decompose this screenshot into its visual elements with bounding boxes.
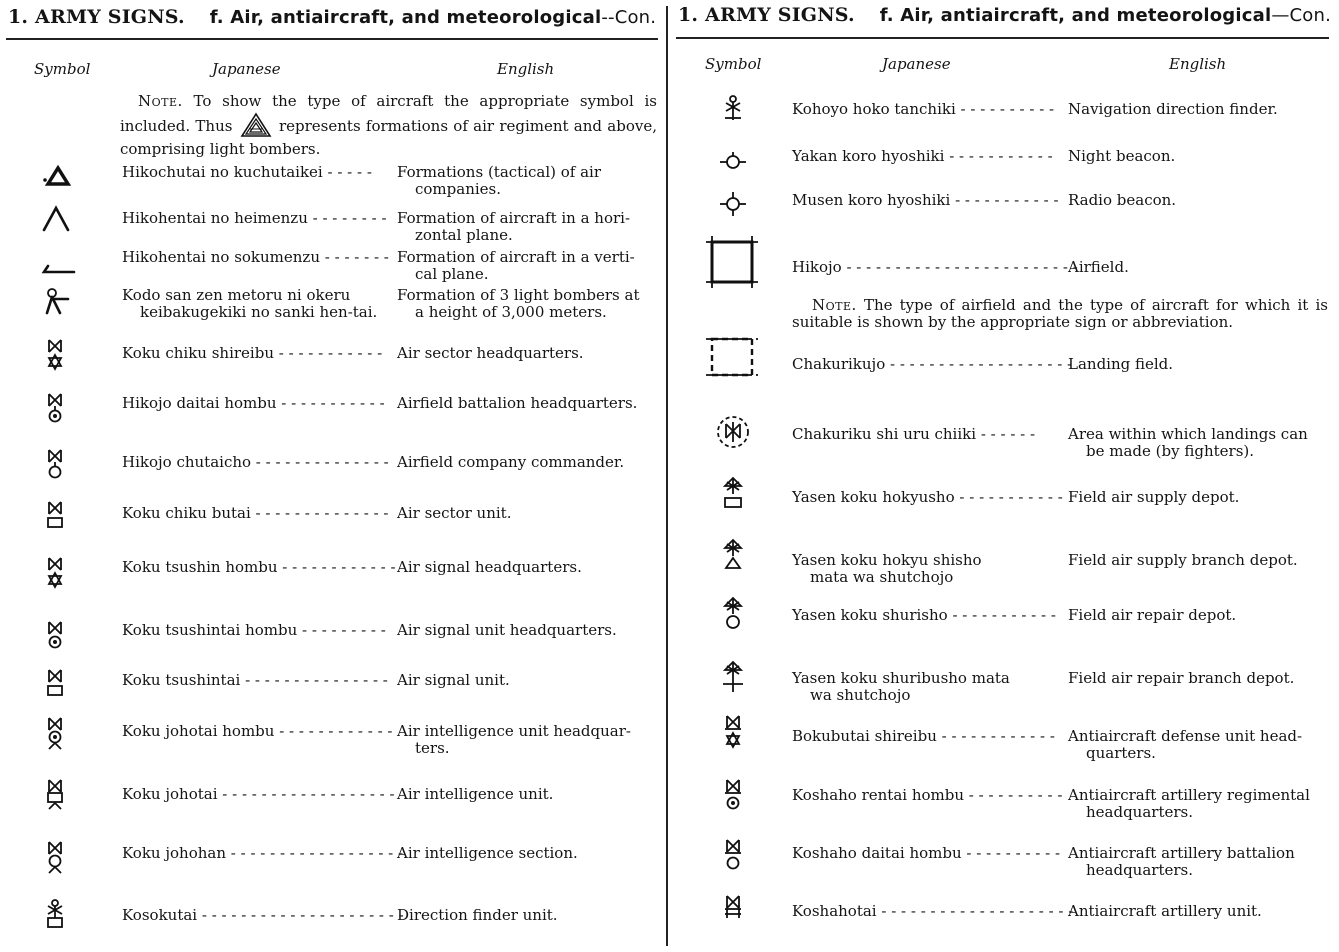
japanese-term: [122, 844, 404, 862]
japanese-text: Yakan koro hyoshiki: [792, 147, 945, 165]
english-text-continued: headquarters.: [1086, 861, 1193, 879]
dot-leader: - - - - - - - - - - - - - - - - - - - - - - - -: [841, 258, 1078, 276]
radio-beacon-icon: [708, 184, 758, 224]
column-divider: [666, 6, 668, 946]
note-lead-right: Note.: [812, 296, 857, 314]
english-text: Airfield company commander.: [397, 453, 625, 471]
english-text-continued: headquarters.: [1086, 803, 1193, 821]
english-text: Formations (tactical) of air: [397, 163, 602, 181]
column-heading-english-right: English: [1169, 55, 1227, 73]
english-meaning: [397, 210, 659, 244]
japanese-text: Koshaho rentai hombu: [792, 786, 965, 804]
japanese-text: Hikohentai no sokumenzu: [122, 248, 320, 266]
left-column: [0, 0, 666, 952]
dashed-square-icon: [708, 335, 758, 375]
propeller-box-icon: [30, 668, 80, 708]
english-meaning: [397, 395, 659, 412]
dot-leader: - - - - - - - - - - - - - -: [251, 453, 389, 471]
english-meaning: [397, 559, 659, 576]
english-text: Antiaircraft defense unit head-: [1068, 727, 1303, 745]
english-text: Air sector unit.: [397, 504, 512, 522]
dot-leader: - - - - - - - - - -: [964, 786, 1063, 804]
english-meaning: [1068, 607, 1330, 624]
english-text: Antiaircraft artillery battalion: [1068, 844, 1295, 862]
japanese-text: Koshaho daitai hombu: [792, 844, 962, 862]
japanese-term: [792, 902, 1074, 920]
english-meaning: [1068, 670, 1330, 687]
right-column: [672, 0, 1339, 952]
beacon-icon: [708, 142, 758, 182]
japanese-term: [122, 453, 389, 471]
house-box-icon: [708, 476, 758, 516]
english-meaning: [397, 454, 659, 471]
japanese-text: Koku chiku butai: [122, 504, 251, 522]
english-text: Field air repair depot.: [1068, 606, 1237, 624]
japanese-term: [792, 552, 1048, 586]
japanese-text: Bokubutai shireibu: [792, 727, 937, 745]
english-text: Air sector headquarters.: [397, 344, 584, 362]
japanese-text: Hikojo chutaicho: [122, 453, 252, 471]
column-heading-symbol-right: Symbol: [705, 55, 762, 73]
japanese-text: Koku johotai: [122, 785, 218, 803]
japanese-term: [122, 558, 396, 576]
japanese-term: [792, 100, 1055, 118]
english-meaning: [1068, 259, 1330, 276]
japanese-text-continued: mata wa shutchojo: [810, 568, 954, 586]
japanese-term: [792, 670, 1048, 704]
house-circle-icon: [708, 596, 758, 636]
japanese-text: Hikojo: [792, 258, 842, 276]
english-meaning: [397, 345, 659, 362]
japanese-text: Koku tsushintai hombu: [122, 621, 298, 639]
english-text: Formation of aircraft in a hori-: [397, 209, 631, 227]
english-meaning: [397, 723, 659, 757]
english-meaning: [397, 164, 659, 198]
dot-leader: - - - - - - - - - - -: [274, 344, 383, 362]
english-text: Direction finder unit.: [397, 906, 558, 924]
english-meaning: [397, 622, 659, 639]
section-title: 1. ARMY SIGNS.: [8, 6, 185, 28]
english-meaning: [1068, 101, 1330, 118]
japanese-term: [122, 785, 395, 803]
english-text-continued: zontal plane.: [415, 226, 513, 244]
english-meaning: [397, 786, 659, 803]
page-header-right: [678, 4, 1331, 26]
propeller-circle-stand-icon: [30, 448, 80, 488]
english-text: Radio beacon.: [1068, 191, 1177, 209]
dot-leader: - - - - - - - - - - - - - - - - - - - -: [876, 902, 1074, 920]
english-meaning: [397, 672, 659, 689]
english-text: Air intelligence section.: [397, 844, 578, 862]
english-meaning: [1068, 903, 1330, 920]
english-text: Air signal headquarters.: [397, 558, 582, 576]
dot-leader: - - - - - - - - - -: [961, 844, 1061, 862]
propeller-circle-legs-icon: [30, 840, 80, 880]
japanese-text: Koku tsushin hombu: [122, 558, 278, 576]
english-text: Formation of aircraft in a verti-: [397, 248, 635, 266]
continued-suffix: --Con.: [601, 7, 657, 28]
japanese-term: [792, 355, 1073, 373]
english-text: Landing field.: [1068, 355, 1174, 373]
japanese-text: Kosokutai: [122, 906, 198, 924]
airfield-square-icon: [708, 238, 758, 278]
english-text-continued: a height of 3,000 meters.: [415, 303, 607, 321]
antiaircraft-unit-icon: [708, 894, 758, 934]
dot-leader: - - - - - - - - - - - -: [274, 722, 393, 740]
subsection-title-right: f. Air, antiaircraft, and meteorological: [879, 5, 1272, 26]
direction-finder-icon: [708, 94, 758, 134]
japanese-term: [122, 248, 389, 266]
dot-leader: - - - - - - - - - - - - - - -: [240, 671, 388, 689]
propeller-box-icon: [30, 500, 80, 540]
japanese-term: [122, 164, 380, 181]
propeller-box-legs-icon: [30, 778, 80, 818]
english-text: Night beacon.: [1068, 147, 1176, 165]
note-text-part2: represents formations of air regiment and above, comprising light bombers.: [120, 117, 657, 158]
note-text-part1: To show the type of aircraft the appropriate symbol is included. Thus: [120, 92, 657, 135]
japanese-term: [792, 844, 1061, 862]
english-meaning: [1068, 552, 1330, 569]
english-text: Air signal unit headquarters.: [397, 621, 617, 639]
japanese-text: Hikojo daitai hombu: [122, 394, 277, 412]
dot-leader: - - - - - - - - - - -: [276, 394, 385, 412]
japanese-term: [122, 344, 383, 362]
english-text: Air intelligence unit.: [397, 785, 554, 803]
english-meaning: [397, 287, 659, 321]
english-meaning: [1068, 845, 1330, 879]
japanese-text: Kohoyo hoko tanchiki: [792, 100, 956, 118]
japanese-text: Chakurikujo: [792, 355, 886, 373]
japanese-term: [792, 786, 1063, 804]
japanese-text: Yasen koku shuribusho mata: [792, 669, 1010, 687]
column-heading-japanese-right: Japanese: [882, 55, 951, 73]
dot-leader: - - - - -: [322, 163, 372, 181]
dot-leader: - - - - - - - - - - -: [947, 606, 1056, 624]
dot-leader: - - - - - - - - - - - - - - - - - -: [217, 785, 395, 803]
english-text: Field air supply depot.: [1068, 488, 1240, 506]
japanese-text: Koku johotai hombu: [122, 722, 275, 740]
dot-leader: - - - - - - - - - - -: [944, 147, 1053, 165]
japanese-text: Yasen koku shurisho: [792, 606, 948, 624]
dot-leader: - - - - - - - - - - - - - - - - - -: [226, 844, 404, 862]
japanese-text-continued: keibakugekiki no sanki hen-tai.: [140, 303, 378, 321]
english-text: Airfield.: [1068, 258, 1129, 276]
house-triangle-icon: [708, 538, 758, 578]
dashed-circle-propeller-icon: [708, 412, 758, 452]
japanese-term: [792, 191, 1059, 209]
note-lead: Note.: [138, 92, 183, 110]
japanese-term: [122, 287, 380, 321]
dot-leader: - - - - - - -: [320, 248, 389, 266]
dot-leader: - - - - - - - - - - - - - - - - - - -: [885, 355, 1073, 373]
english-meaning: [1068, 148, 1330, 165]
japanese-term: [122, 504, 389, 522]
english-meaning: [1068, 356, 1330, 373]
english-text: Air intelligence unit headquar-: [397, 722, 631, 740]
japanese-term: [122, 209, 387, 227]
antiaircraft-star-icon: [708, 714, 758, 754]
english-text: Air signal unit.: [397, 671, 510, 689]
japanese-text: Chakuriku shi uru chiiki: [792, 425, 977, 443]
dot-leader: - - - - - -: [976, 425, 1036, 443]
english-meaning: [1068, 426, 1330, 460]
english-text-continued: companies.: [415, 180, 502, 198]
dot-leader: - - - - - - - - -: [297, 621, 386, 639]
japanese-text: Koku johohan: [122, 844, 226, 862]
japanese-text: Kodo san zen metoru ni okeru: [122, 286, 351, 304]
subsection-title: f. Air, antiaircraft, and meteorological: [209, 7, 602, 28]
english-text: Field air repair branch depot.: [1068, 669, 1295, 687]
english-text: Field air supply branch depot.: [1068, 551, 1298, 569]
japanese-term: [792, 606, 1056, 624]
chevron-up-icon: [30, 200, 80, 240]
english-text-continued: cal plane.: [415, 265, 489, 283]
antiaircraft-circle-dot-icon: [708, 778, 758, 818]
propeller-circle-dot-stand-icon: [30, 392, 80, 432]
japanese-term: [792, 258, 1078, 276]
english-text: Area within which landings can: [1068, 425, 1308, 443]
dot-leader: - - - - - - - - - - - -: [277, 558, 396, 576]
japanese-term: [122, 394, 385, 412]
japanese-text: Yasen koku hokyusho: [792, 488, 955, 506]
english-meaning: [397, 845, 659, 862]
column-heading-english: English: [497, 60, 555, 78]
page-header: [8, 6, 658, 28]
header-rule: [6, 38, 658, 40]
japanese-text: Hikochutai no kuchutaikei: [122, 163, 323, 181]
japanese-term: [792, 727, 1055, 745]
japanese-text-continued: wa shutchojo: [810, 686, 911, 704]
column-heading-symbol: Symbol: [34, 60, 91, 78]
japanese-text: Koku chiku shireibu: [122, 344, 274, 362]
hook-icon: [30, 242, 80, 282]
dot-leader: - - - - - - - - - - - - - -: [250, 504, 389, 522]
propeller-circle-dot-icon: [30, 620, 80, 660]
note-paragraph-right: [792, 297, 1328, 331]
japanese-term: [122, 722, 393, 740]
propeller-circle-dot-legs-icon: [30, 716, 80, 756]
bomber-figure-icon: [30, 283, 80, 323]
english-meaning: [397, 505, 659, 522]
column-heading-japanese: Japanese: [212, 60, 281, 78]
english-text: Antiaircraft artillery regimental: [1068, 786, 1310, 804]
dot-leader: - - - - - - - - - - -: [950, 191, 1059, 209]
english-text: Airfield battalion headquarters.: [397, 394, 638, 412]
note-paragraph: [120, 90, 657, 161]
english-text: Formation of 3 light bombers at: [397, 286, 640, 304]
propeller-star-icon: [30, 338, 80, 378]
triangle-dot-icon: [30, 160, 80, 200]
dot-leader: - - - - - - - - - - -: [954, 488, 1063, 506]
japanese-text: Musen koro hyoshiki: [792, 191, 951, 209]
note-text-right: The type of airfield and the type of aircraft for which it is suitable is shown by the appropriate sign or abbreviation.: [792, 296, 1328, 331]
japanese-text: Yasen koku hokyu shisho: [792, 551, 982, 569]
english-text-continued: ters.: [415, 739, 450, 757]
english-text: Antiaircraft artillery unit.: [1068, 902, 1262, 920]
antiaircraft-circle-icon: [708, 838, 758, 878]
dot-leader: - - - - - - - - - - - - - - - - - - - - -: [197, 906, 404, 924]
dot-leader: - - - - - - - - - -: [955, 100, 1055, 118]
section-title-right: 1. ARMY SIGNS.: [678, 4, 855, 26]
english-meaning: [397, 249, 659, 283]
continued-suffix-right: —Con.: [1271, 5, 1332, 26]
dot-leader: - - - - - - - -: [307, 209, 387, 227]
english-text: Navigation direction finder.: [1068, 100, 1278, 118]
english-meaning: [1068, 728, 1330, 762]
english-text-continued: quarters.: [1086, 744, 1156, 762]
japanese-term: [122, 906, 404, 924]
english-meaning: [1068, 787, 1330, 821]
japanese-term: [792, 426, 1048, 443]
japanese-term: [792, 147, 1053, 165]
dot-leader: - - - - - - - - - - - -: [936, 727, 1055, 745]
propeller-star-icon: [30, 556, 80, 596]
japanese-text: Hikohentai no heimenzu: [122, 209, 308, 227]
english-meaning: [1068, 192, 1330, 209]
japanese-text: Koku tsushintai: [122, 671, 241, 689]
english-meaning: [397, 907, 659, 924]
header-rule-right: [676, 37, 1329, 39]
japanese-text: Koshahotai: [792, 902, 877, 920]
japanese-term: [122, 621, 386, 639]
antenna-box-icon: [30, 898, 80, 938]
english-meaning: [1068, 489, 1330, 506]
house-cross-icon: [708, 660, 758, 700]
japanese-term: [122, 671, 388, 689]
regiment-triangle-icon: [240, 113, 272, 137]
japanese-term: [792, 488, 1063, 506]
english-text-continued: be made (by fighters).: [1086, 442, 1255, 460]
